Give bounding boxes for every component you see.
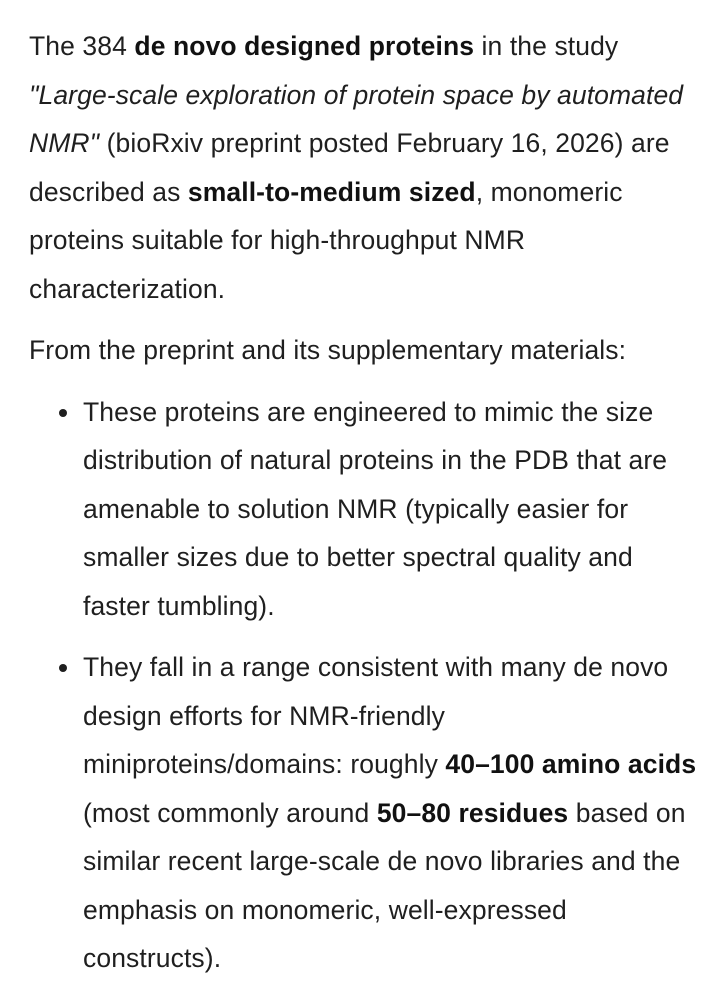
bullet-1-text: These proteins are engineered to mimic the size distribution of natural proteins in the PDB that are amenable to solution NMR (typically easier for smaller sizes due to better spectral quality and faster tumbling).	[83, 396, 668, 621]
intro-text-2: in the study	[474, 31, 619, 61]
intro-bold-size: small-to-medium sized	[187, 176, 476, 207]
from-paragraph: From the preprint and its supplementary materials:	[29, 335, 627, 365]
bullet-2-text-3: based on similar recent large-scale de novo libraries and the emphasis on monomeric, well-expressed constructs).	[83, 797, 686, 973]
bullet-list	[29, 388, 704, 983]
bullet-2-bold-residues: 50–80 residues	[376, 797, 569, 828]
intro-bold-designed-proteins: de novo designed proteins	[134, 31, 475, 61]
bullet-2-bold-amino-acids: 40–100 amino acids	[445, 749, 697, 779]
intro-text-4: , monomeric proteins suitable for high-throughput NMR characterization.	[29, 176, 623, 304]
bullet-2-text	[83, 643, 704, 983]
list-item	[29, 388, 704, 631]
bullet-icon	[59, 664, 67, 672]
intro-text-1: The 384	[29, 31, 135, 61]
bullet-2-text-2: (most commonly around	[83, 797, 377, 828]
bullet-icon	[59, 409, 67, 417]
study-title: "Large-scale exploration of protein space by automated NMR"	[29, 79, 684, 158]
intro-text-3: (bioRxiv preprint posted February 16, 2026) are described as	[29, 128, 670, 207]
list-item	[29, 643, 704, 983]
intro-paragraph	[29, 22, 704, 313]
bullet-2-text-1: They fall in a range consistent with many de novo design efforts for NMR-friendly miniproteins/domains: roughly	[83, 652, 669, 779]
